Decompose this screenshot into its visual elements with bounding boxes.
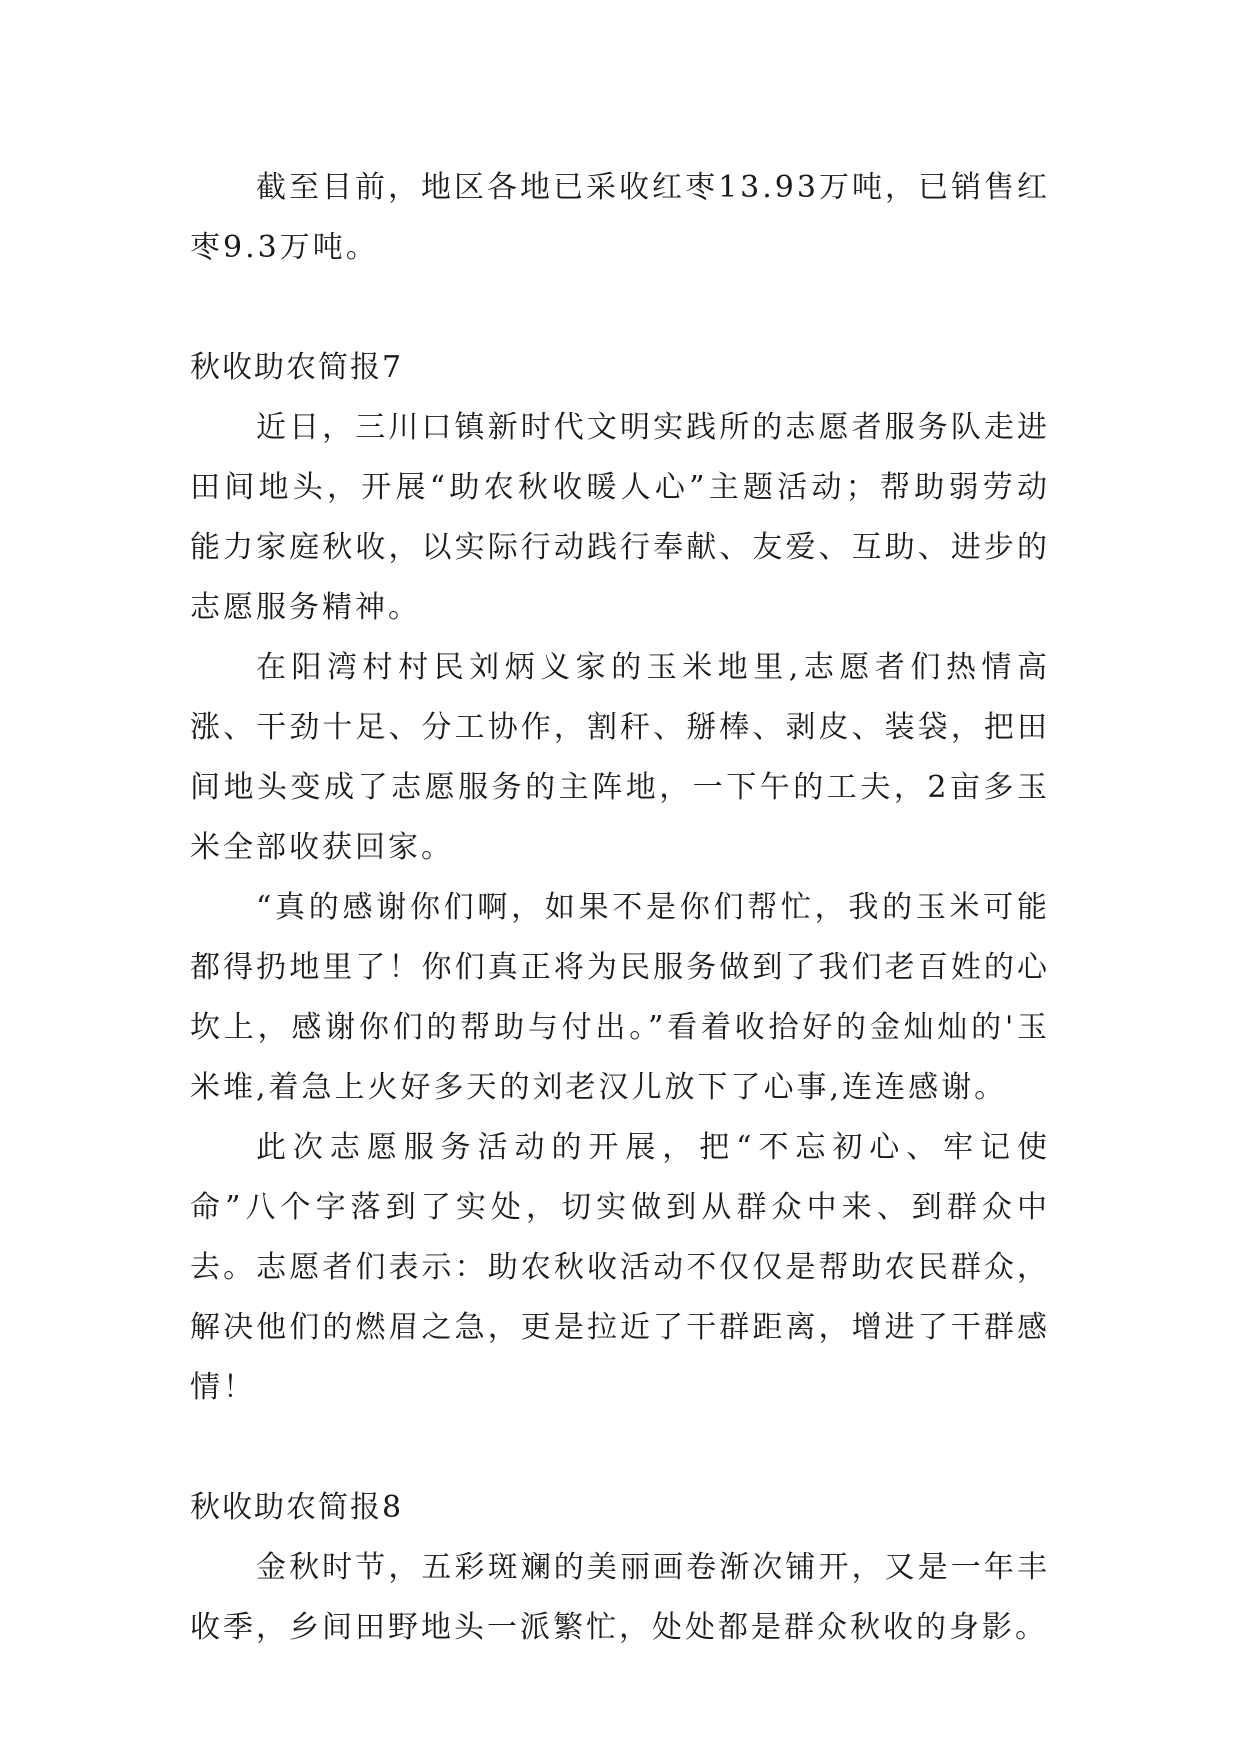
section-heading-7: 秋收助农简报7 [190, 350, 404, 385]
document-body [190, 158, 1050, 1658]
paragraph-villager-quote: “真的感谢你们啊，如果不是你们帮忙，我的玉米可能都得扔地里了！你们真正将为民服务做到了我们老百姓的心坎上，感谢你们的帮助与付出。”看着收拾好的金灿灿的'玉米堆,着急上火好多天的刘老汉儿放下了心事,连连感谢。 [190, 890, 1050, 1105]
paragraph-corn-field: 在阳湾村村民刘炳义家的玉米地里,志愿者们热情高涨、干劲十足、分工协作，割秆、掰棒、剥皮、装袋，把田间地头变成了志愿服务的主阵地，一下午的工夫，2亩多玉米全部收获回家。 [190, 650, 1050, 865]
paragraph-golden-autumn: 金秋时节，五彩斑斓的美丽画卷渐次铺开，又是一年丰收季，乡间田野地头一派繁忙，处处都是群众秋收的身影。 [190, 1550, 1050, 1645]
paragraph-volunteer-activity: 近日，三川口镇新时代文明实践所的志愿者服务队走进田间地头，开展“助农秋收暖人心”主题活动；帮助弱劳动能力家庭秋收，以实际行动践行奉献、友爱、互助、进步的志愿服务精神。 [190, 410, 1050, 625]
paragraph-harvest-stats: 截至目前，地区各地已采收红枣13.93万吨，已销售红枣9.3万吨。 [190, 170, 1050, 265]
section-heading-8: 秋收助农简报8 [190, 1490, 404, 1525]
section-gap [190, 1418, 1050, 1478]
section-gap [190, 278, 1050, 338]
paragraph-activity-summary: 此次志愿服务活动的开展，把“不忘初心、牢记使命”八个字落到了实处，切实做到从群众中来、到群众中去。志愿者们表示：助农秋收活动不仅仅是帮助农民群众，解决他们的燃眉之急，更是拉近了干群距离，增进了干群感情！ [190, 1130, 1050, 1405]
